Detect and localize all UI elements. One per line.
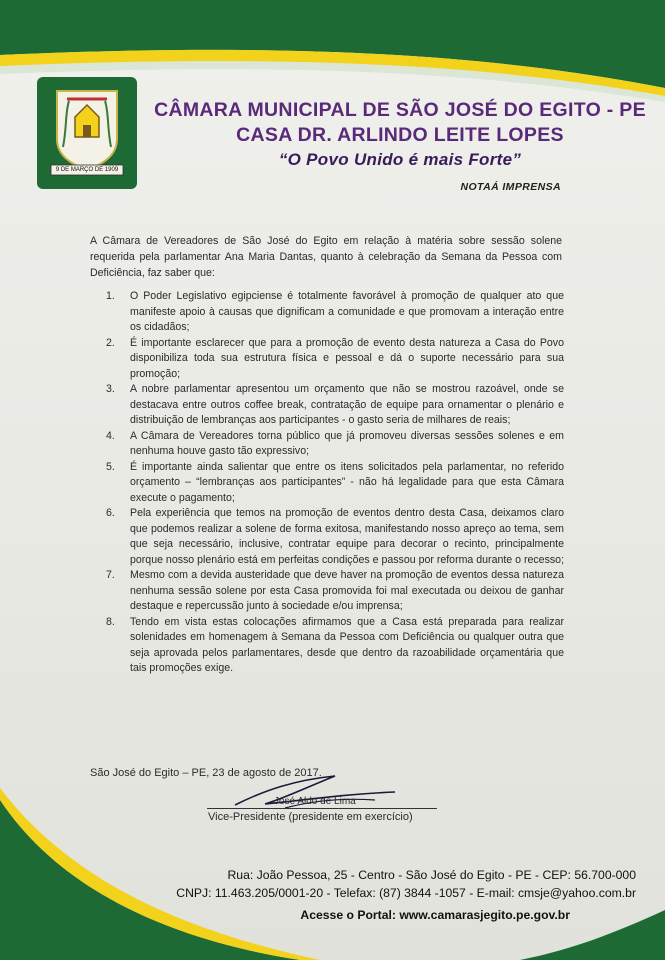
signature-line — [207, 808, 437, 809]
list-item: 1. O Poder Legislativo egipciense é totalmente favorável à promoção de qualquer ato que manifeste apoio à causas que dignificam a comunidade e que promovam a interação entre os cidadãos; — [106, 290, 564, 333]
logo-ribbon-text: 9 DE MARÇO DE 1909 — [55, 167, 119, 173]
footer-contacts: CNPJ: 11.463.205/0001-20 - Telefax: (87) 3844 -1057 - E-mail: cmsje@yahoo.com.br — [176, 886, 636, 900]
list-item: 8. Tendo em vista estas colocações afirmamos que a Casa está preparada para realizar solenidades em homenagem à Semana da Pessoa com Deficiência ou qualquer outra que seja aprovada pelos parlamentares, desde que dentro da razoabilidade orçamentária que tais promoções exige. — [106, 615, 564, 674]
signatory-role: Vice-Presidente (presidente em exercício) — [208, 811, 413, 823]
signatory-name: José Aldo de Lima — [274, 796, 356, 807]
date-line: São José do Egito – PE, 23 de agosto de 2017. — [90, 767, 322, 779]
list-item: 5. É importante ainda salientar que entre os itens solicitados pela parlamentar, no referido orçamento – “lembranças aos participantes” - não há legalidade para que esta Câmara execute o pagamento; — [106, 460, 564, 504]
intro-paragraph: A Câmara de Vereadores de São José do Egito em relação à matéria sobre sessão solene requerida pela parlamentar Ana Maria Dantas, quanto à celebração da Semana da Pessoa com Deficiência, faz saber que: — [90, 235, 562, 279]
statement-list — [90, 289, 564, 677]
footer-portal-link[interactable]: Acesse o Portal: www.camarasjegito.pe.gov.br — [300, 908, 570, 922]
list-item: 6. Pela experiência que temos na promoção de eventos dentro desta Casa, deixamos claro que podemos realizar a solene de forma exitosa, manifestando nosso apreço ao tema, sem que seja necessário, inclusive, contratar equipe para decorar o recinto, principalmente porque nosso plenário está em perfeitas condições e passou por reforma durante o recesso; — [106, 507, 565, 566]
institution-subtitle: CASA DR. ARLINDO LEITE LOPES — [236, 124, 564, 146]
list-item: 2. É importante esclarecer que para a promoção de evento desta natureza a Casa do Povo disponibiliza toda sua estrutura física e pessoal e dá o suporte necessário para sua promoção; — [106, 336, 564, 380]
document-type-label: NOTAÁ IMPRENSA — [460, 181, 561, 193]
letterhead-header — [150, 98, 650, 172]
list-item: 4. A Câmara de Vereadores torna público que já promoveu diversas sessões solenes e em nenhuma houve gasto tão expressivo; — [106, 429, 564, 457]
letterhead-footer — [76, 866, 636, 924]
institution-motto: “O Povo Unido é mais Forte” — [278, 150, 522, 169]
list-item: 3. A nobre parlamentar apresentou um orçamento que não se mostrou razoável, onde se destacava entre outros coffee break, contratação de equipe para ornamentar o plenário e distribuição de lembranças aos participantes - o gasto seria de milhares de reais; — [106, 383, 564, 426]
municipal-logo — [37, 77, 137, 189]
footer-address: Rua: João Pessoa, 25 - Centro - São José do Egito - PE - CEP: 56.700-000 — [227, 868, 636, 882]
list-item: 7. Mesmo com a devida austeridade que deve haver na promoção de eventos dessa natureza nenhuma sessão solene por esta Casa promovida foi mal executada ou deixou de ganhar destaque e repercussão junto à sociedade e/ou imprensa; — [106, 569, 564, 612]
institution-title: CÂMARA MUNICIPAL DE SÃO JOSÉ DO EGITO - PE — [154, 99, 646, 121]
